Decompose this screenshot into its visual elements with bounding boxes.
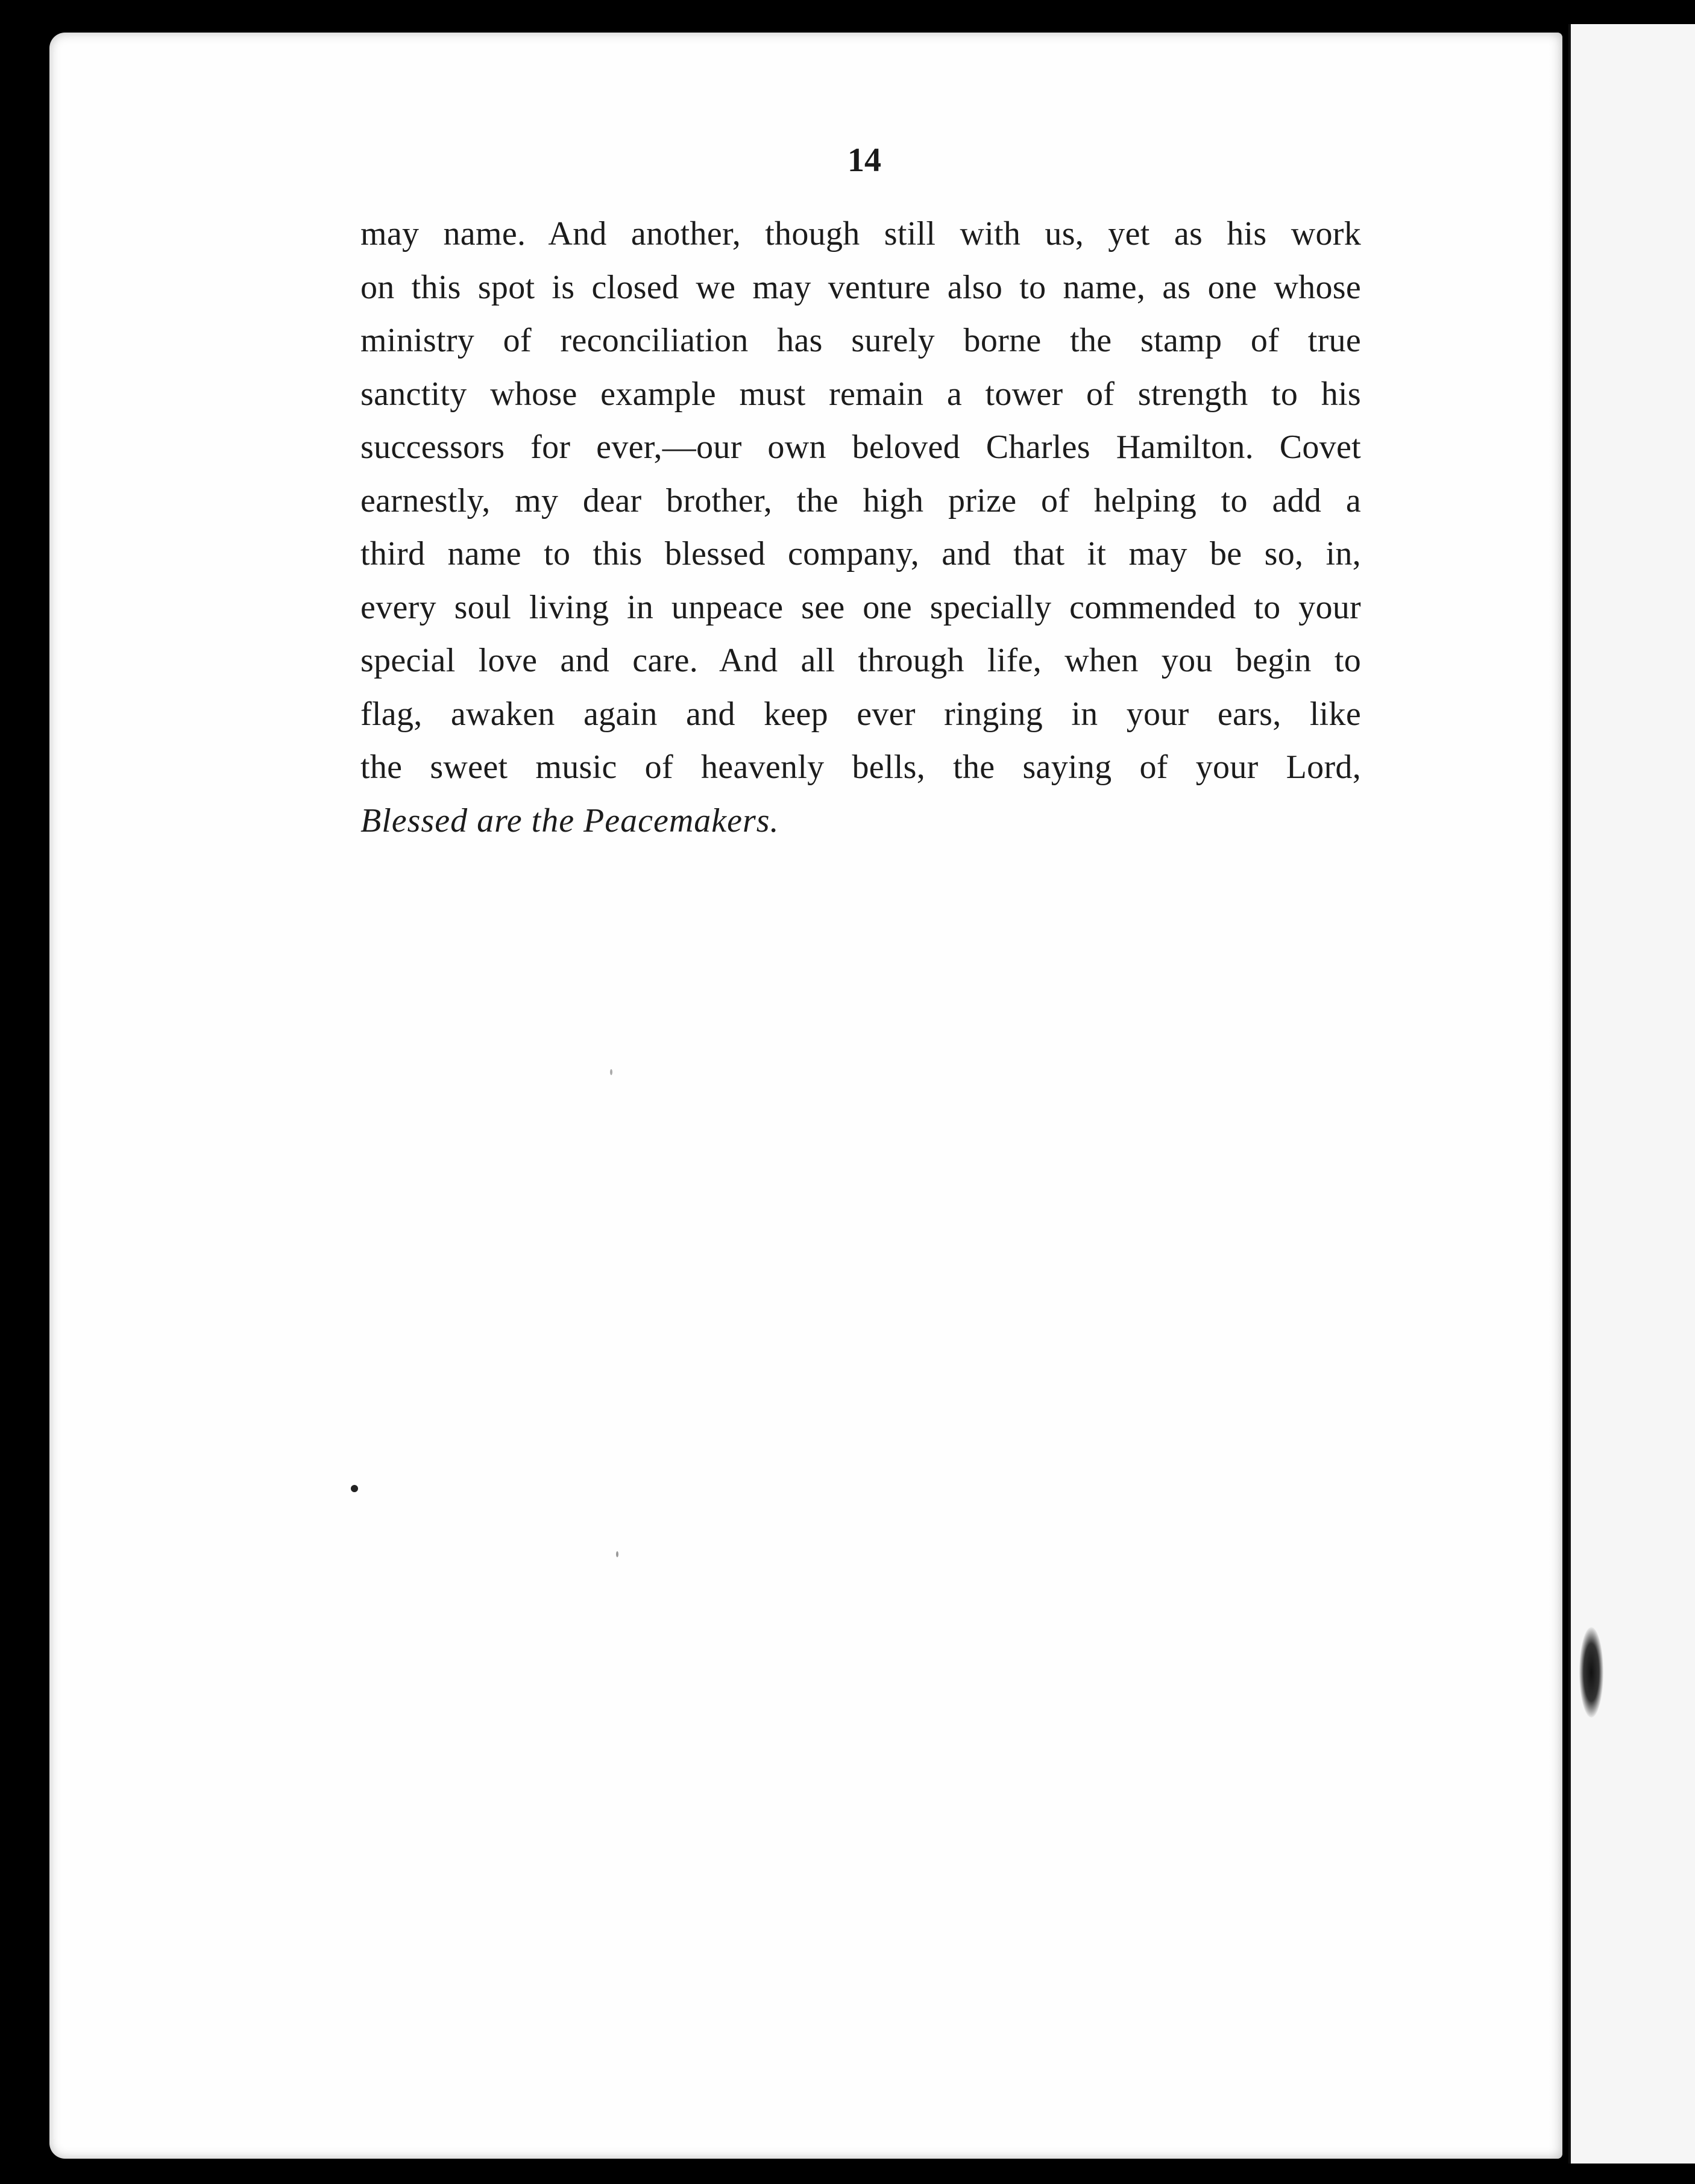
text-line: may name. And another, though still with us, yet as his work <box>360 215 1361 253</box>
text-line: on this spot is closed we may venture also to name, as one whose <box>360 268 1361 306</box>
binding-mark <box>1579 1627 1603 1718</box>
text-line: flag, awaken again and keep ever ringing in your ears, like <box>360 695 1361 733</box>
scanned-page <box>49 33 1562 2159</box>
text-line: third name to this blessed company, and that it may be so, in, <box>360 535 1361 573</box>
page-number: 14 <box>848 142 881 179</box>
ink-speck <box>610 1069 612 1075</box>
body-text <box>360 207 1361 847</box>
text-line: the sweet music of heavenly bells, the saying of your Lord, <box>360 748 1361 786</box>
ink-speck <box>616 1551 618 1557</box>
closing-italic-line: Blessed are the Peacemakers. <box>360 802 779 839</box>
ink-speck <box>351 1485 358 1492</box>
text-line: special love and care. And all through life, when you begin to <box>360 642 1361 679</box>
text-line: sanctity whose example must remain a tower of strength to his <box>360 375 1361 413</box>
adjacent-page-edge <box>1568 24 1695 2164</box>
text-line: successors for ever,—our own beloved Charles Hamilton. Covet <box>360 428 1361 466</box>
text-line: ministry of reconciliation has surely borne the stamp of true <box>360 322 1361 359</box>
text-line: every soul living in unpeace see one specially commended to your <box>360 588 1361 626</box>
text-line: earnestly, my dear brother, the high prize of helping to add a <box>360 482 1361 519</box>
